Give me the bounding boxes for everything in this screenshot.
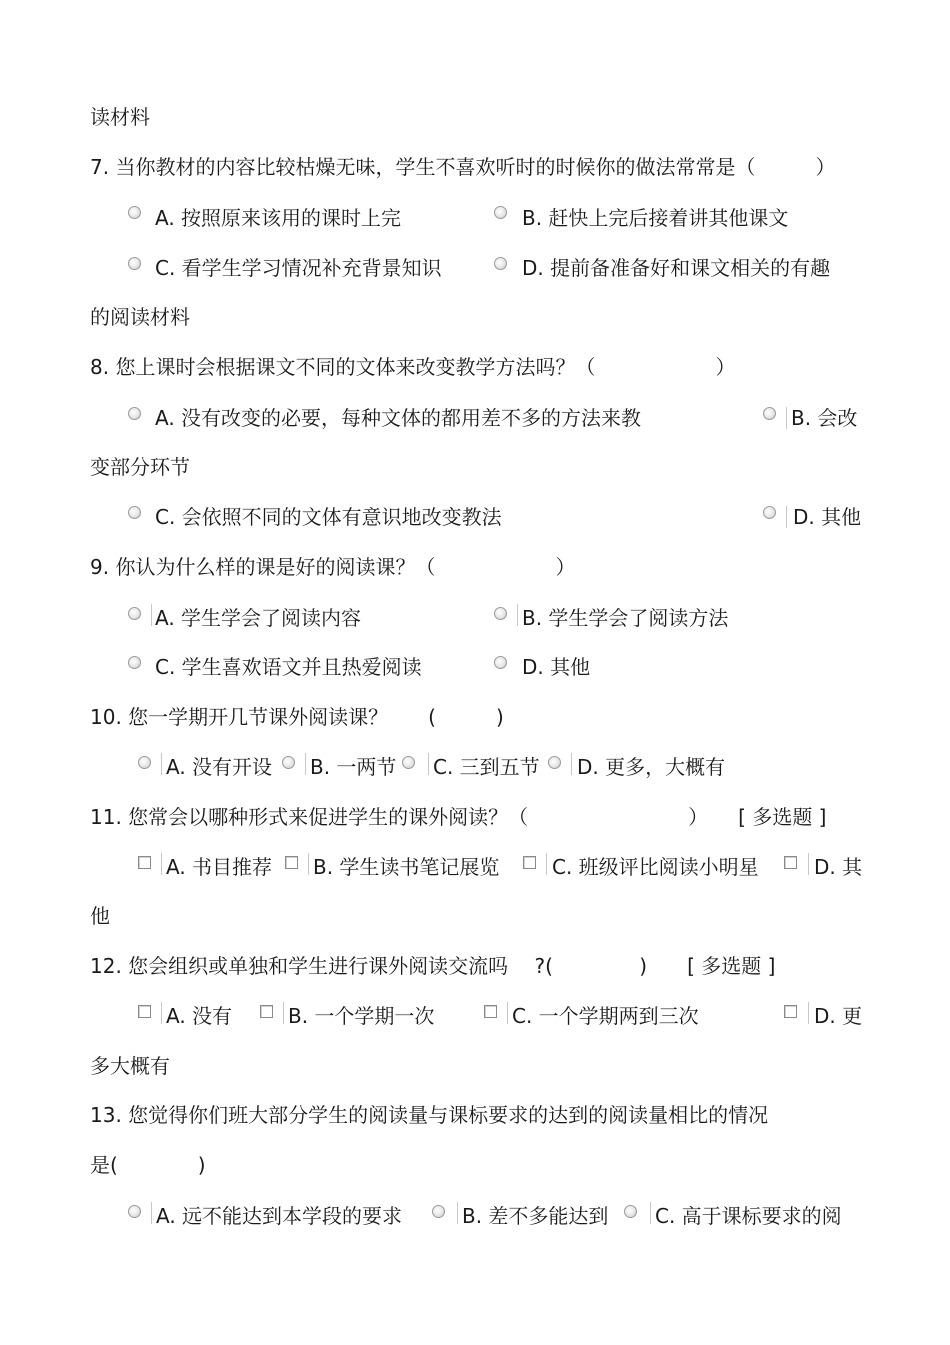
option-q9-c: C. 学生喜欢语文并且热爱阅读 xyxy=(155,655,422,679)
field-divider xyxy=(517,604,518,626)
option-q12-b: B. 一个学期一次 xyxy=(288,1004,435,1028)
checkbox-q11-b[interactable] xyxy=(285,856,298,869)
question-7-continuation: 的阅读材料 xyxy=(90,305,190,329)
field-divider xyxy=(151,1202,152,1224)
radio-q9-c[interactable] xyxy=(128,656,141,669)
question-7: 7. 当你教材的内容比较枯燥无味，学生不喜欢听时的时候你的做法常常是（ ） xyxy=(90,155,836,179)
field-divider xyxy=(546,853,547,875)
field-divider xyxy=(161,753,162,775)
radio-q10-c[interactable] xyxy=(402,756,415,769)
field-divider xyxy=(650,1202,651,1224)
option-q8-d: D. 其他 xyxy=(793,505,862,529)
option-q9-a: A. 学生学会了阅读内容 xyxy=(155,606,362,630)
radio-q8-a[interactable] xyxy=(128,407,141,420)
radio-q10-a[interactable] xyxy=(138,756,151,769)
radio-q13-b[interactable] xyxy=(432,1205,445,1218)
text-line-fragment: 读材料 xyxy=(90,105,150,129)
option-q12-a: A. 没有 xyxy=(166,1004,233,1028)
option-q13-c: C. 高于课标要求的阅 xyxy=(655,1204,842,1228)
checkbox-q11-d[interactable] xyxy=(784,856,797,869)
field-divider xyxy=(808,853,809,875)
field-divider xyxy=(507,1002,508,1024)
radio-q7-b[interactable] xyxy=(494,206,507,219)
radio-q8-d[interactable] xyxy=(763,506,776,519)
question-12-continuation: 多大概有 xyxy=(90,1054,170,1078)
question-13: 13. 您觉得你们班大部分学生的阅读量与课标要求的达到的阅读量相比的情况 xyxy=(90,1103,769,1127)
option-q13-a: A. 远不能达到本学段的要求 xyxy=(156,1204,403,1228)
option-q11-c: C. 班级评比阅读小明星 xyxy=(552,855,759,879)
field-divider xyxy=(161,1002,162,1024)
question-8-continuation: 变部分环节 xyxy=(90,455,190,479)
option-q10-c: C. 三到五节 xyxy=(433,755,540,779)
option-q9-b: B. 学生学会了阅读方法 xyxy=(522,606,729,630)
field-divider xyxy=(428,753,429,775)
option-q7-d: D. 提前备准备好和课文相关的有趣 xyxy=(522,256,831,280)
field-divider xyxy=(283,1002,284,1024)
question-10: 10. 您一学期开几节课外阅读课？ ( ) xyxy=(90,705,504,729)
radio-q9-b[interactable] xyxy=(494,607,507,620)
checkbox-q12-a[interactable] xyxy=(138,1005,151,1018)
radio-q8-c[interactable] xyxy=(128,506,141,519)
option-q7-a: A. 按照原来该用的课时上完 xyxy=(155,206,402,230)
option-q7-c: C. 看学生学习情况补充背景知识 xyxy=(155,256,442,280)
option-q13-b: B. 差不多能达到 xyxy=(462,1204,609,1228)
radio-q9-a[interactable] xyxy=(128,607,141,620)
radio-q13-c[interactable] xyxy=(624,1205,637,1218)
field-divider xyxy=(305,753,306,775)
option-q10-d: D. 更多，大概有 xyxy=(577,755,726,779)
radio-q10-d[interactable] xyxy=(548,756,561,769)
field-divider xyxy=(151,604,152,626)
question-12: 12. 您会组织或单独和学生进行课外阅读交流吗 ?( ) [ 多选题 ] xyxy=(90,954,776,978)
radio-q13-a[interactable] xyxy=(128,1205,141,1218)
checkbox-q12-c[interactable] xyxy=(484,1005,497,1018)
option-q8-b: B. 会改 xyxy=(791,406,858,430)
option-q8-a: A. 没有改变的必要，每种文体的都用差不多的方法来教 xyxy=(155,406,642,430)
field-divider xyxy=(571,753,572,775)
radio-q7-d[interactable] xyxy=(494,257,507,270)
radio-q7-a[interactable] xyxy=(128,206,141,219)
option-q10-b: B. 一两节 xyxy=(310,755,397,779)
option-q12-c: C. 一个学期两到三次 xyxy=(512,1004,699,1028)
field-divider xyxy=(786,407,787,429)
option-q7-b: B. 赶快上完后接着讲其他课文 xyxy=(522,206,789,230)
question-11: 11. 您常会以哪种形式来促进学生的课外阅读？（ ） [ 多选题 ] xyxy=(90,805,827,829)
question-11-continuation: 他 xyxy=(90,904,110,928)
radio-q9-d[interactable] xyxy=(494,656,507,669)
field-divider xyxy=(808,1002,809,1024)
field-divider xyxy=(308,853,309,875)
option-q12-d: D. 更 xyxy=(814,1004,863,1028)
radio-q10-b[interactable] xyxy=(282,756,295,769)
option-q11-d: D. 其 xyxy=(814,855,863,879)
option-q8-c: C. 会依照不同的文体有意识地改变教法 xyxy=(155,505,502,529)
radio-q8-b[interactable] xyxy=(763,407,776,420)
checkbox-q11-a[interactable] xyxy=(138,856,151,869)
radio-q7-c[interactable] xyxy=(128,257,141,270)
option-q11-b: B. 学生读书笔记展览 xyxy=(313,855,500,879)
option-q9-d: D. 其他 xyxy=(522,655,591,679)
question-9: 9. 你认为什么样的课是好的阅读课？（ ） xyxy=(90,555,576,579)
option-q11-a: A. 书目推荐 xyxy=(166,855,273,879)
field-divider xyxy=(161,853,162,875)
field-divider xyxy=(786,506,787,528)
checkbox-q11-c[interactable] xyxy=(523,856,536,869)
field-divider xyxy=(457,1202,458,1224)
checkbox-q12-b[interactable] xyxy=(260,1005,273,1018)
question-13-continuation: 是( ) xyxy=(90,1153,206,1177)
checkbox-q12-d[interactable] xyxy=(784,1005,797,1018)
option-q10-a: A. 没有开设 xyxy=(166,755,273,779)
question-8: 8. 您上课时会根据课文不同的文体来改变教学方法吗？（ ） xyxy=(90,355,736,379)
